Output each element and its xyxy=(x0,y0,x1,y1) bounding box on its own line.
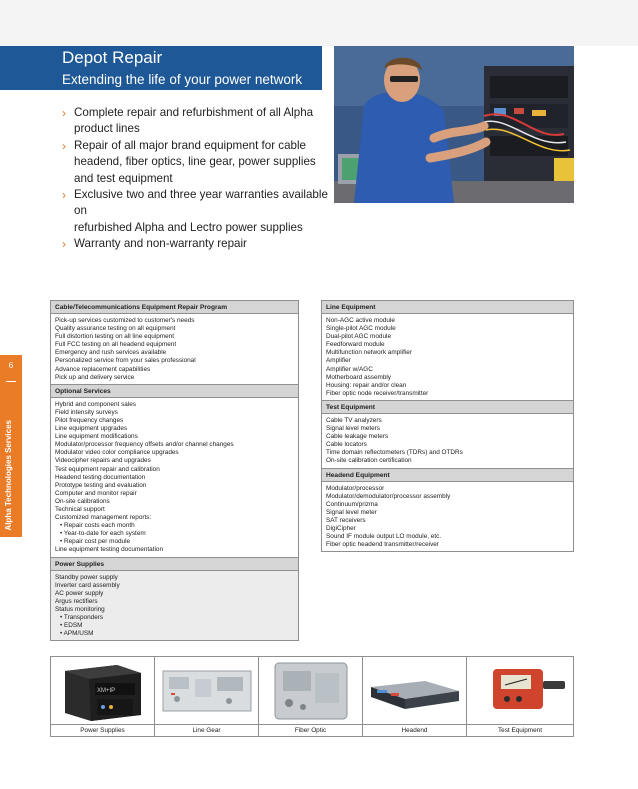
feature-line: refurbished Alpha and Lectro power supplies xyxy=(74,220,303,234)
feature-line: Repair of all major brand equipment for cable xyxy=(74,138,306,152)
section-item: Computer and monitor repair xyxy=(55,489,137,497)
side-tab-label: Alpha Technologies Services xyxy=(4,420,13,531)
section-item: Modulator/processor frequency offsets and/or channel changes xyxy=(55,441,234,449)
section-item: Pick-up services customized to customer's needs xyxy=(55,317,195,324)
technician-photo-illustration xyxy=(334,46,574,203)
title-block xyxy=(0,46,322,90)
right-services-table xyxy=(321,300,574,552)
section-item: Test equipment repair and calibration xyxy=(55,465,160,473)
fiber-optic-image xyxy=(259,657,362,724)
section-item: Headend testing documentation xyxy=(55,473,146,481)
section-item: Housing: repair and/or clean xyxy=(326,381,407,389)
section-item: Single-pilot AGC module xyxy=(326,325,396,333)
page-subtitle: Extending the life of your power network xyxy=(62,72,303,87)
page-title: Depot Repair xyxy=(62,48,163,67)
power-supply-illustration xyxy=(51,657,155,724)
product-caption: Test Equipment xyxy=(467,724,573,736)
product-caption: Power Supplies xyxy=(51,724,154,736)
section-item: Modulator/demodulator/processor assembly xyxy=(326,492,451,500)
power-supply-logo: XM+IP xyxy=(97,688,116,694)
section-item: Pilot frequency changes xyxy=(55,416,124,424)
line-gear-image xyxy=(155,657,258,724)
left-services-table xyxy=(50,300,299,641)
section-item: Signal level meter xyxy=(326,508,377,516)
section-body xyxy=(322,482,573,552)
page-number: 6 xyxy=(8,361,14,370)
section-item: Amplifier xyxy=(326,357,351,365)
section-item: Multifunction network amplifier xyxy=(326,349,412,357)
feature-line: Exclusive two and three year warranties available on xyxy=(74,188,328,218)
feature-item xyxy=(62,236,334,252)
section-item: Time domain reflectometers (TDRs) and OTDRs xyxy=(326,449,463,457)
product-cell-power-supplies xyxy=(51,657,155,736)
section-item: Argus rectifiers xyxy=(55,597,98,605)
power-supply-image xyxy=(51,657,154,724)
section-item: Amplifier w/AGC xyxy=(326,365,373,373)
section-item: Feedforward module xyxy=(326,341,385,349)
section-item: Cable TV analyzers xyxy=(326,416,382,424)
section-item: Videocipher repairs and upgrades xyxy=(55,457,151,465)
section-item: Hybrid and component sales xyxy=(55,400,136,408)
feature-line: and test equipment xyxy=(74,171,173,185)
product-strip xyxy=(50,656,574,737)
section-body xyxy=(51,314,298,385)
section-item: Modulator video color compliance upgrades xyxy=(55,449,179,457)
feature-line: Complete repair and refurbishment of all Alpha xyxy=(74,106,314,119)
section-heading: Cable/Telecommunications Equipment Repair Program xyxy=(51,301,298,314)
section-item: Fiber optic headend transmitter/receiver xyxy=(326,541,439,549)
section-item: • APM/USM xyxy=(60,630,94,638)
product-caption: Fiber Optic xyxy=(259,724,362,736)
section-item: DigiCipher xyxy=(326,524,356,532)
side-tab-divider xyxy=(6,381,16,382)
feature-line: headend, fiber optics, line gear, power supplies xyxy=(74,155,316,169)
line-gear-illustration xyxy=(155,657,259,724)
section-item: Line equipment testing documentation xyxy=(55,546,164,554)
product-cell-test-equipment xyxy=(467,657,573,736)
section-item: Customized management reports: xyxy=(55,514,152,522)
headend-illustration xyxy=(363,657,467,724)
section-item: Line equipment modifications xyxy=(55,433,138,441)
product-caption: Headend xyxy=(363,724,466,736)
product-cell-fiber-optic xyxy=(259,657,363,736)
section-item: Modulator/processor xyxy=(326,484,385,492)
section-item: • EDSM xyxy=(60,622,83,630)
section-item: Continuum/prizma xyxy=(326,500,378,508)
feature-line: Warranty and non-warranty repair xyxy=(74,237,247,251)
test-equipment-illustration xyxy=(467,657,573,724)
section-heading: Test Equipment xyxy=(322,401,573,414)
section-item: On-site calibration certification xyxy=(326,457,412,465)
side-tab xyxy=(0,355,22,537)
section-item: Line equipment upgrades xyxy=(55,425,128,433)
fiber-optic-illustration xyxy=(259,657,363,724)
section-item: Prototype testing and evaluation xyxy=(55,481,147,489)
section-heading: Headend Equipment xyxy=(322,469,573,482)
section-item: Advance replacement capabilities xyxy=(55,365,151,373)
section-item: • Transponders xyxy=(60,614,104,621)
section-item: Pick up and delivery service xyxy=(55,373,135,381)
feature-item xyxy=(62,187,334,236)
section-item: Status monitoring xyxy=(55,605,105,613)
section-item: • Year-to-date for each system xyxy=(60,530,146,538)
chevron-right-icon: › xyxy=(62,237,66,252)
section-item: Dual-pilot AGC module xyxy=(326,333,392,341)
product-cell-line-gear xyxy=(155,657,259,736)
chevron-right-icon: › xyxy=(62,106,66,120)
chevron-right-icon: › xyxy=(62,188,66,203)
section-body xyxy=(322,414,573,469)
feature-list xyxy=(62,105,334,253)
section-item: Full FCC testing on all headend equipment xyxy=(55,341,177,349)
section-item: Sound IF module output LO module, etc. xyxy=(326,533,442,541)
section-body xyxy=(51,571,298,641)
section-item: Full distortion testing on all line equipment xyxy=(55,333,175,341)
section-item: SAT receivers xyxy=(326,516,366,524)
section-item: Fiber optic node receiver/transmitter xyxy=(326,389,429,397)
section-item: Field intensity surveys xyxy=(55,408,118,416)
section-item: Standby power supply xyxy=(55,573,118,581)
top-band xyxy=(0,0,638,46)
section-heading: Power Supplies xyxy=(51,558,298,571)
product-caption: Line Gear xyxy=(155,724,258,736)
product-cell-headend xyxy=(363,657,467,736)
section-body xyxy=(51,398,298,558)
feature-item xyxy=(62,105,334,138)
technician-photo xyxy=(334,46,574,203)
headend-image xyxy=(363,657,466,724)
section-item: • Repair cost per module xyxy=(60,538,131,546)
section-body xyxy=(322,314,573,401)
section-item: Personalized service from your sales professional xyxy=(55,357,196,365)
section-item: Inverter card assembly xyxy=(55,581,120,589)
section-item: On-site calibrations xyxy=(55,497,110,505)
section-item: Signal level meters xyxy=(326,425,380,433)
feature-item xyxy=(62,138,334,187)
section-heading: Optional Services xyxy=(51,385,298,398)
section-item: Quality assurance testing on all equipment xyxy=(55,325,176,333)
section-item: Technical support xyxy=(55,505,105,513)
feature-line: product lines xyxy=(74,122,140,136)
section-item: • Repair costs each month xyxy=(60,522,135,530)
section-item: Motherboard assembly xyxy=(326,373,392,381)
section-item: Cable leakage meters xyxy=(326,433,389,441)
section-item: Non-AGC active module xyxy=(326,317,395,324)
chevron-right-icon: › xyxy=(62,138,66,153)
section-item: AC power supply xyxy=(55,589,104,597)
section-item: Cable locators xyxy=(326,441,367,449)
test-equipment-image xyxy=(467,657,573,724)
section-heading: Line Equipment xyxy=(322,301,573,314)
section-item: Emergency and rush services available xyxy=(55,349,167,357)
